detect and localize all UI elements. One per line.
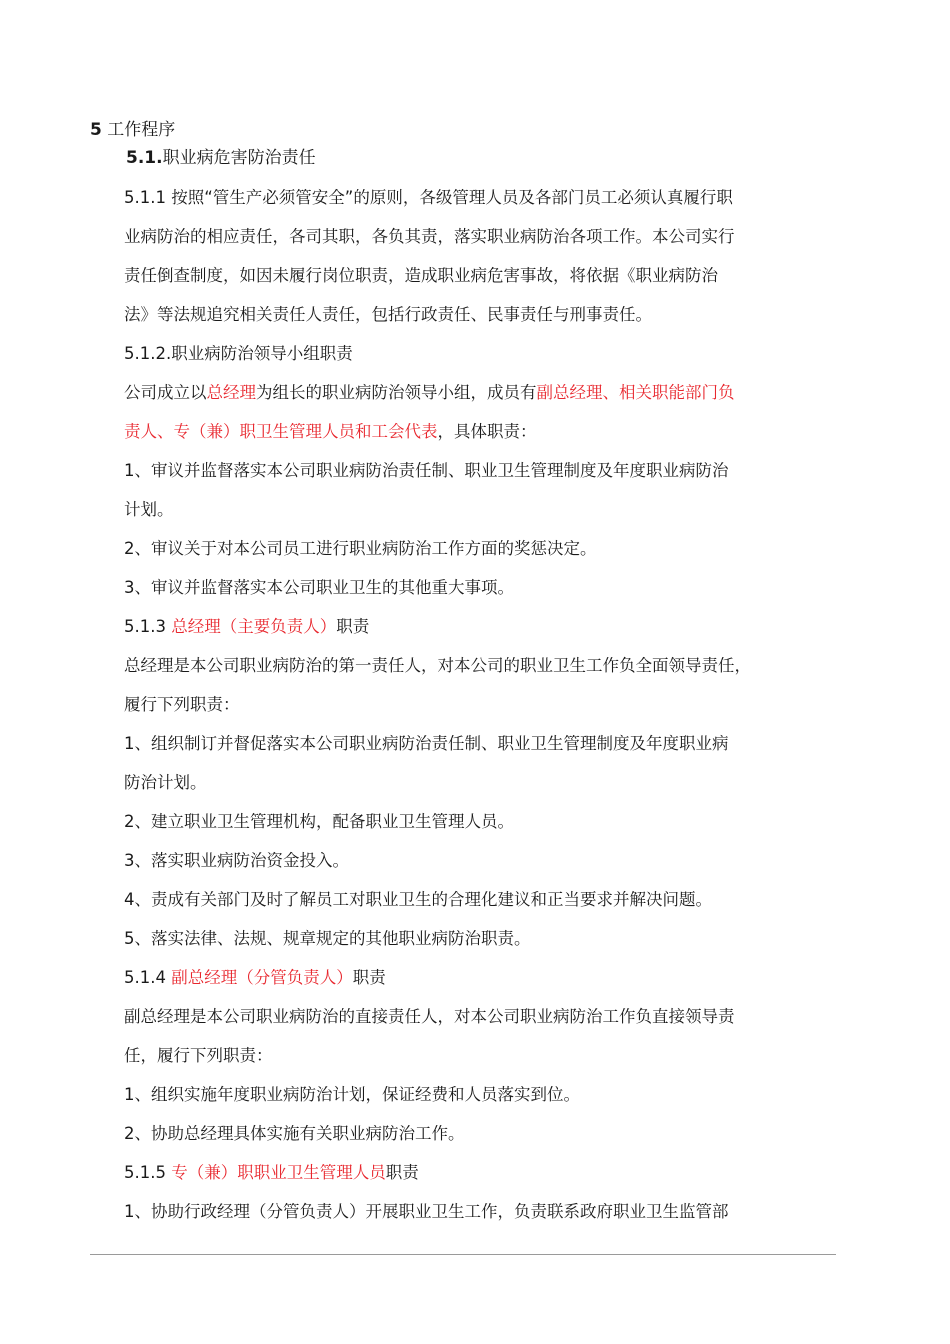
section-number: 5 (90, 120, 102, 140)
text-run: 责任倒查制度，如因未履行岗位职责，造成职业病危害事故，将依据《职业病防治 (124, 266, 718, 285)
section-title: 工作程序 (101, 120, 176, 140)
subsection-number: 5.1. (126, 148, 163, 168)
text-line (124, 1075, 840, 1114)
text-run: 公司成立以 (124, 383, 207, 402)
text-run: 1、审议并监督落实本公司职业病防治责任制、职业卫生管理制度及年度职业病防治 (124, 461, 729, 480)
text-run: 业病防治的相应责任，各司其职，各负其责，落实职业病防治各项工作。本公司实行 (124, 227, 735, 246)
text-run: 4、责成有关部门及时了解员工对职业卫生的合理化建议和正当要求并解决问题。 (124, 890, 712, 909)
text-line (124, 802, 840, 841)
text-run: 总经理是本公司职业病防治的第一责任人，对本公司的职业卫生工作负全面领导责任， (124, 656, 751, 675)
text-run: 1、协助行政经理（分管负责人）开展职业卫生工作，负责联系政府职业卫生监管部 (124, 1202, 729, 1221)
text-line (124, 295, 840, 334)
text-run: 5.1.1 按照“管生产必须管安全”的原则，各级管理人员及各部门员工必须认真履行职 (124, 188, 733, 207)
subsection-heading (126, 146, 316, 170)
footer-divider (90, 1254, 836, 1255)
text-run: 3、落实职业病防治资金投入。 (124, 851, 349, 870)
text-run: ，具体职责： (437, 422, 537, 441)
text-line (124, 919, 840, 958)
highlighted-text: 总经理（主要负责人） (171, 617, 337, 636)
body-text (124, 178, 840, 1231)
text-run: 2、建立职业卫生管理机构，配备职业卫生管理人员。 (124, 812, 514, 831)
highlighted-text: 总经理 (206, 383, 256, 402)
text-line (124, 646, 840, 685)
text-line (124, 958, 840, 997)
text-run: 职责 (336, 617, 370, 636)
text-run: 2、协助总经理具体实施有关职业病防治工作。 (124, 1124, 465, 1143)
text-run: 3、审议并监督落实本公司职业卫生的其他重大事项。 (124, 578, 514, 597)
text-run: 法》等法规追究相关责任人责任，包括行政责任、民事责任与刑事责任。 (124, 305, 652, 324)
text-line (124, 568, 840, 607)
text-line (124, 607, 840, 646)
subsection-title: 职业病危害防治责任 (162, 148, 316, 168)
text-run: 计划。 (124, 500, 174, 519)
text-run: 5.1.2.职业病防治领导小组职责 (124, 344, 353, 363)
text-run: 5.1.5 (124, 1163, 172, 1182)
text-line (124, 217, 840, 256)
text-line (124, 1192, 840, 1231)
text-run: 履行下列职责： (124, 695, 240, 714)
highlighted-text: 责人、专（兼）职卫生管理人员和工会代表 (124, 422, 438, 441)
text-line (124, 841, 840, 880)
highlighted-text: 副总经理、相关职能部门负 (536, 383, 735, 402)
text-line (124, 880, 840, 919)
text-run: 2、审议关于对本公司员工进行职业病防治工作方面的奖惩决定。 (124, 539, 597, 558)
text-line (124, 1036, 840, 1075)
text-line (124, 178, 840, 217)
text-run: 1、组织实施年度职业病防治计划，保证经费和人员落实到位。 (124, 1085, 580, 1104)
text-line (124, 256, 840, 295)
text-run: 副总经理是本公司职业病防治的直接责任人，对本公司职业病防治工作负直接领导责 (124, 1007, 735, 1026)
highlighted-text: 副总经理（分管负责人） (171, 968, 353, 987)
text-line (124, 451, 840, 490)
text-line (124, 685, 840, 724)
text-line (124, 412, 840, 451)
text-line (124, 1153, 840, 1192)
text-line (124, 724, 840, 763)
text-line (124, 490, 840, 529)
text-line (124, 997, 840, 1036)
text-run: 防治计划。 (124, 773, 207, 792)
highlighted-text: 专（兼）职职业卫生管理人员 (171, 1163, 386, 1182)
section-heading (90, 118, 175, 142)
text-line (124, 763, 840, 802)
text-line (124, 1114, 840, 1153)
text-run: 为组长的职业病防治领导小组，成员有 (256, 383, 537, 402)
text-run: 5.1.3 (124, 617, 172, 636)
text-line (124, 334, 840, 373)
text-run: 5、落实法律、法规、规章规定的其他职业病防治职责。 (124, 929, 531, 948)
text-run: 职责 (352, 968, 386, 987)
text-line (124, 529, 840, 568)
text-line (124, 373, 840, 412)
text-run: 5.1.4 (124, 968, 172, 987)
text-run: 1、组织制订并督促落实本公司职业病防治责任制、职业卫生管理制度及年度职业病 (124, 734, 729, 753)
text-run: 职责 (385, 1163, 419, 1182)
text-run: 任，履行下列职责： (124, 1046, 273, 1065)
